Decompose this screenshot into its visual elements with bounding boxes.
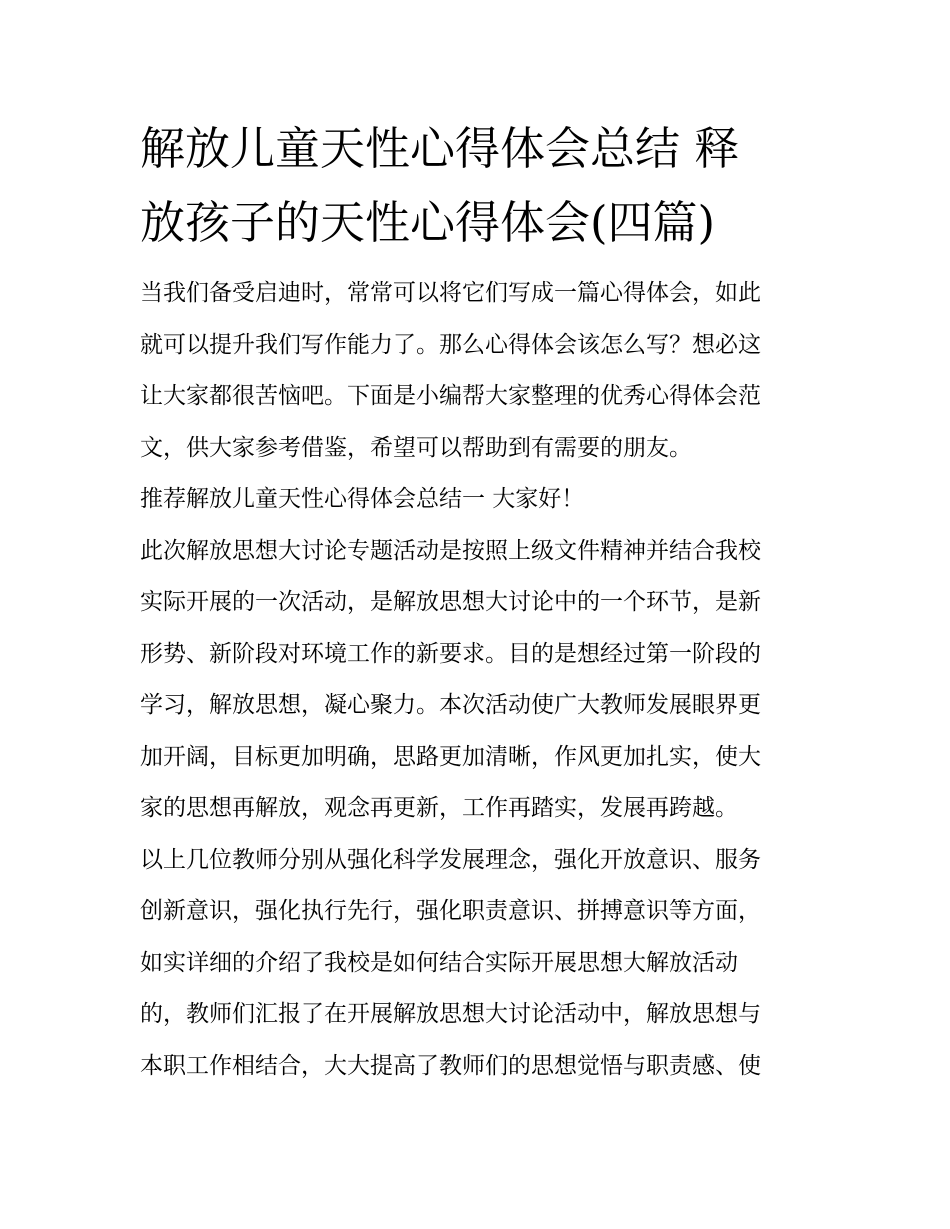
text-line: 创新意识，强化执行先行，强化职责意识、拼搏意识等方面， [140, 898, 761, 924]
text-line: 文，供大家参考借鉴，希望可以帮助到有需要的朋友。 [140, 434, 692, 461]
text-line: 本职工作相结合，大大提高了教师们的思想觉悟与职责感、使 [140, 1052, 761, 1079]
text-line: 实际开展的一次活动，是解放思想大讨论中的一个环节，是新 [140, 589, 761, 615]
title-line: 放孩子的天性心得体会(四篇) [140, 196, 716, 249]
text-line: 如实详细的介绍了我校是如何结合实际开展思想大解放活动 [140, 949, 738, 976]
text-line: 学习，解放思想，凝心聚力。本次活动使广大教师发展眼界更 [140, 692, 761, 718]
title-line: 解放儿童天性心得体会总结 释 [140, 122, 740, 175]
body-paragraph [140, 835, 820, 1093]
intro-paragraph [140, 268, 820, 474]
text-line: 形势、新阶段对环境工作的新要求。目的是想经过第一阶段的 [140, 640, 761, 667]
text-line: 家的思想再解放，观念再更新，工作再踏实，发展再跨越。 [140, 795, 738, 821]
text-line: 就可以提升我们写作能力了。那么心得体会该怎么写？想必这 [140, 331, 761, 358]
text-line: 推荐解放儿童天性心得体会总结一 大家好！ [140, 486, 585, 512]
section-heading-paragraph [140, 474, 820, 526]
document-title [140, 112, 820, 260]
document-content [140, 112, 820, 1092]
text-line: 当我们备受启迪时，常常可以将它们写成一篇心得体会，如此 [140, 280, 761, 306]
text-line: 以上几位教师分别从强化科学发展理念，强化开放意识、服务 [140, 846, 761, 873]
text-line: 加开阔，目标更加明确，思路更加清晰，作风更加扎实，使大 [140, 743, 761, 770]
body-paragraph [140, 526, 820, 835]
text-line: 的，教师们汇报了在开展解放思想大讨论活动中，解放思想与 [140, 1001, 761, 1027]
text-line: 让大家都很苦恼吧。下面是小编帮大家整理的优秀心得体会范 [140, 383, 761, 409]
text-line: 此次解放思想大讨论专题活动是按照上级文件精神并结合我校 [140, 537, 761, 564]
